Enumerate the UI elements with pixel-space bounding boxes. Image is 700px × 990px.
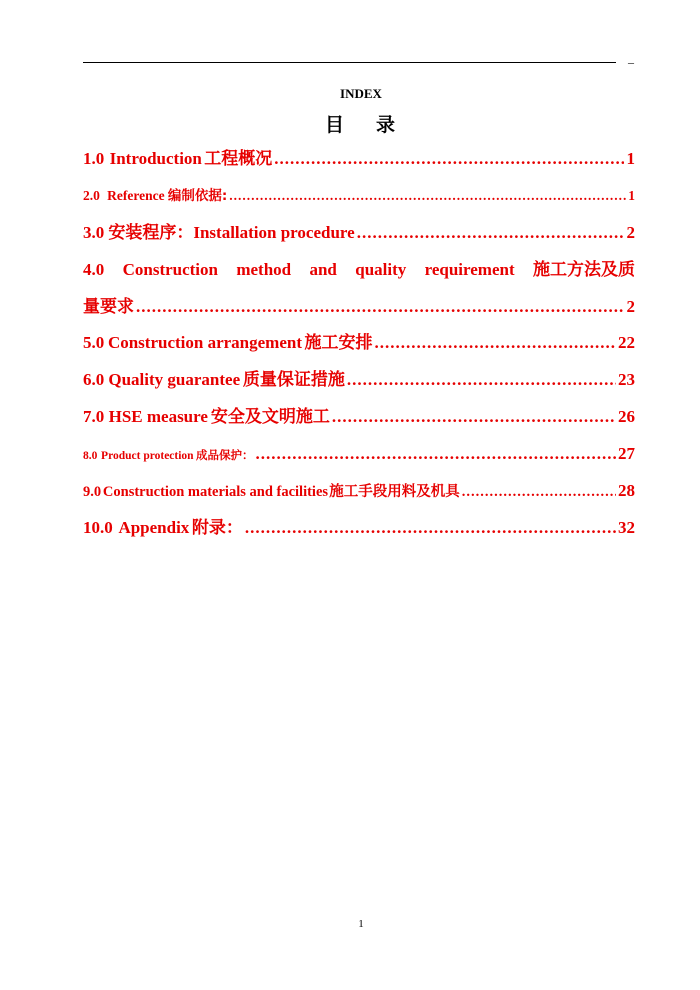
toc-leader-dots: [256, 440, 616, 468]
toc-number: 1.0: [83, 149, 105, 168]
toc-label-cn: 工程概况: [204, 149, 273, 169]
toc-entry-construction-method[interactable]: [83, 256, 635, 329]
toc-leader-dots: [136, 284, 625, 329]
toc-entry-construction-arrangement[interactable]: [83, 329, 635, 366]
toc-label-cn: 编制依据:: [167, 188, 228, 204]
toc-number: 2.0: [83, 188, 100, 203]
toc-entry-appendix[interactable]: [83, 514, 635, 551]
toc-word: quality: [355, 260, 407, 279]
page-number: 1: [358, 918, 364, 930]
toc-leader-dots: [332, 403, 616, 431]
toc-label-en: Quality guarantee: [108, 370, 241, 389]
toc-label-cn: 成品保护：: [196, 448, 254, 462]
toc-page-number: 28: [617, 481, 635, 500]
toc-word: method: [236, 260, 292, 279]
contents-title-right: 录: [376, 114, 398, 136]
toc-page-number: 1: [628, 188, 635, 203]
toc-number: 9.0: [83, 484, 102, 500]
toc-label-en: Appendix: [118, 518, 190, 537]
toc-label-cn-continued: 量要求: [83, 297, 134, 317]
header-dash: –: [628, 55, 634, 69]
toc-word: Construction: [122, 260, 218, 279]
toc-number: 3.0: [83, 223, 105, 242]
toc-label-en: Installation procedure: [193, 223, 355, 242]
toc-page-number: 26: [618, 407, 635, 426]
toc-leader-dots: [357, 219, 625, 247]
contents-title: [0, 110, 700, 137]
toc-label-cn: 安装程序：: [108, 223, 194, 243]
toc-leader-dots: [245, 514, 616, 542]
toc-word: requirement: [424, 260, 515, 279]
toc-label-en: Construction arrangement: [107, 333, 303, 352]
toc-number: 6.0: [83, 370, 105, 389]
toc-label-en: Construction materials and facilities: [102, 484, 329, 500]
toc-leader-dots: [462, 478, 616, 506]
toc-label-cn: 施工手段用料及机具: [329, 484, 460, 500]
toc-leader-dots: [347, 366, 616, 394]
toc-label-cn: 施工安排: [304, 333, 373, 353]
toc-page-number: 32: [618, 518, 635, 537]
toc-entry-quality-guarantee[interactable]: [83, 366, 635, 403]
toc-label-en: HSE measure: [108, 407, 208, 426]
toc-page-number: 27: [618, 444, 635, 463]
toc-label-cn: 安全及文明施工: [210, 407, 330, 427]
toc-label-en: Introduction: [109, 149, 202, 168]
header-rule: [83, 62, 616, 63]
toc-label-cn: 施工方法及质: [532, 260, 635, 280]
toc-entry-installation-procedure[interactable]: [83, 219, 635, 256]
toc-number: 7.0: [83, 407, 105, 426]
toc-leader-dots: [274, 145, 624, 173]
toc-entry-hse-measure[interactable]: [83, 403, 635, 440]
toc-entry-reference[interactable]: [83, 182, 635, 219]
index-title: INDEX: [340, 86, 382, 101]
toc-number: 5.0: [83, 333, 105, 352]
toc-leader-dots: [374, 329, 616, 357]
toc-number: 10.0: [83, 518, 113, 537]
toc-entry-product-protection[interactable]: [83, 440, 635, 477]
toc-entry-first-line: [83, 256, 635, 284]
toc-word: and: [309, 260, 337, 279]
toc-label-en: Product protection: [101, 450, 194, 462]
toc-entry-construction-materials[interactable]: [83, 477, 635, 514]
toc-page-number: 1: [626, 149, 635, 168]
toc-number: 4.0: [83, 260, 105, 279]
toc-page-number: 23: [618, 370, 635, 389]
contents-title-left: 目: [324, 114, 346, 136]
toc-leader-dots: [229, 182, 626, 210]
toc-page-number: 2: [626, 297, 635, 316]
toc-label-cn: 附录：: [191, 518, 243, 538]
toc-page-number: 22: [618, 333, 635, 352]
table-of-contents: [83, 145, 635, 551]
toc-page-number: 2: [626, 223, 635, 242]
toc-label-en: Reference: [107, 188, 165, 203]
toc-number: 8.0: [83, 450, 98, 462]
toc-entry-introduction[interactable]: [83, 145, 635, 182]
toc-label-cn: 质量保证措施: [242, 370, 345, 390]
